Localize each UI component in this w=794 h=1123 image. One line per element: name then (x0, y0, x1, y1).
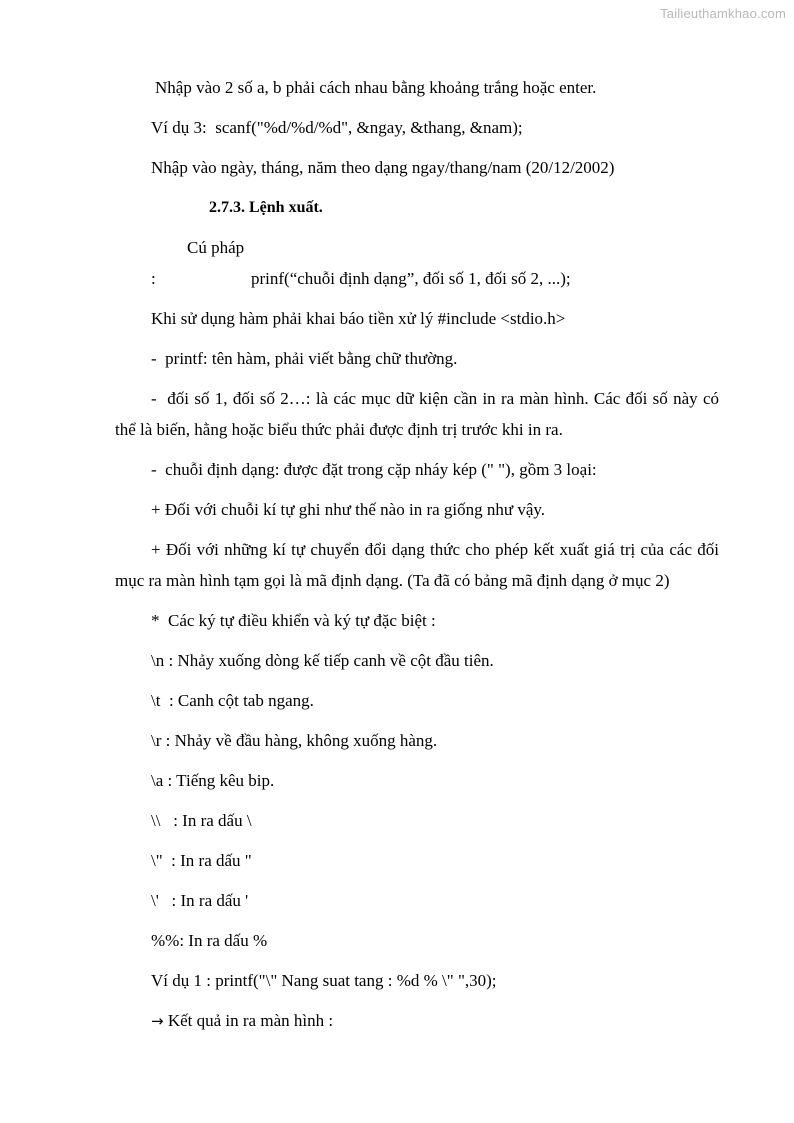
text-line: %%: In ra dấu % (151, 931, 268, 950)
syntax-label: Cú pháp : (151, 238, 249, 288)
text-line: \t : Canh cột tab ngang. (151, 691, 314, 710)
text-line: Khi sử dụng hàm phải khai báo tiền xử lý #include <stdio.h> (151, 309, 566, 328)
result-label: Kết quả in ra màn hình : (167, 1011, 334, 1030)
text-line: \n : Nhảy xuống dòng kế tiếp canh về cột đầu tiên. (151, 651, 494, 670)
document-page (115, 72, 724, 1046)
text-line: Ví dụ 1 : printf("\" Nang suat tang : %d % \" ",30); (151, 971, 497, 990)
text-paragraph: - đối số 1, đối số 2…: là các mục dữ kiện cần in ra màn hình. Các đối số này có thể là biến, hằng hoặc biểu thức phải được định trị trước khi in ra. (115, 389, 724, 439)
text-line: \\ : In ra dấu \ (151, 811, 252, 830)
syntax-value: prinf(“chuỗi định dạng”, đối số 1, đối số 2, ...); (251, 269, 571, 288)
text-line: \a : Tiếng kêu bip. (151, 771, 275, 790)
arrow-right-icon: → (151, 1012, 164, 1030)
text-line: \r : Nhảy về đầu hàng, không xuống hàng. (151, 731, 438, 750)
text-line: \' : In ra dấu ' (151, 891, 249, 910)
syntax-line (115, 232, 719, 294)
text-line: + Đối với chuỗi kí tự ghi như thế nào in ra giống như vậy. (151, 500, 546, 519)
text-line: Nhập vào 2 số a, b phải cách nhau bằng khoảng trắng hoặc enter. (155, 78, 597, 97)
text-line: Nhập vào ngày, tháng, năm theo dạng ngay/thang/nam (20/12/2002) (151, 158, 615, 177)
watermark-text: Tailieuthamkhao.com (660, 6, 786, 21)
text-line: * Các ký tự điều khiển và ký tự đặc biệt : (151, 611, 436, 630)
text-paragraph: + Đối với những kí tự chuyển đổi dạng thức cho phép kết xuất giá trị của các đối mục ra màn hình tạm gọi là mã định dạng. (Ta đã có bảng mã định dạng ở mục 2) (115, 540, 724, 590)
text-line: Ví dụ 3: scanf("%d/%d/%d", &ngay, &thang, &nam); (151, 118, 523, 137)
text-line: - printf: tên hàm, phải viết bằng chữ thường. (151, 349, 458, 368)
result-line (115, 1005, 719, 1037)
text-line: - chuỗi định dạng: được đặt trong cặp nháy kép (" "), gồm 3 loại: (151, 460, 597, 479)
section-heading: 2.7.3. Lệnh xuất. (209, 199, 323, 216)
text-line: \" : In ra dấu " (151, 851, 252, 870)
